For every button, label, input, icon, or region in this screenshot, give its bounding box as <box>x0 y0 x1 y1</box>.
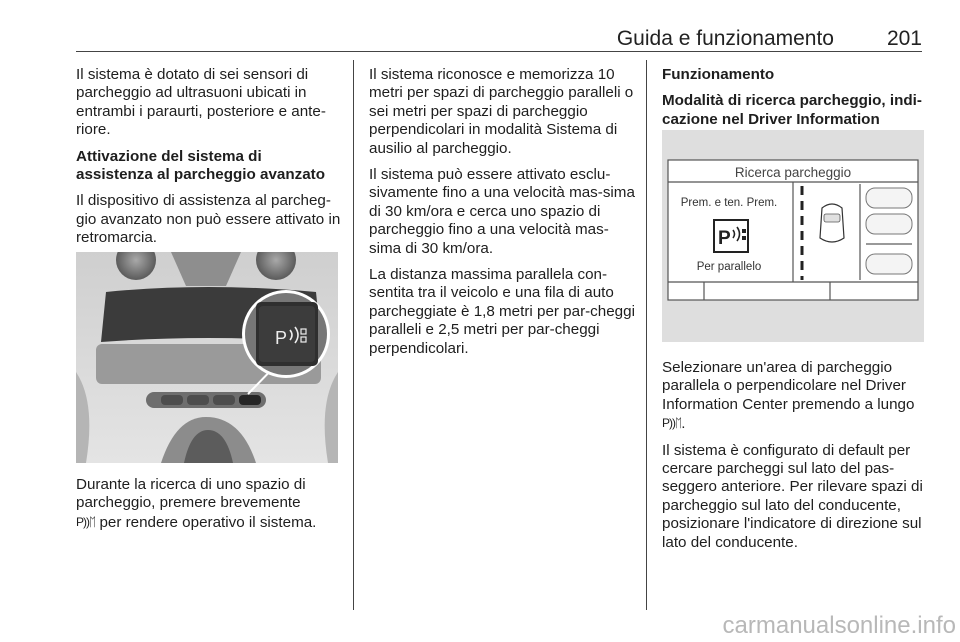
memorize-paragraph: Il sistema riconosce e memorizza 10 metri per spazi di parcheggio paralleli o sei metri per spazi di parcheggio perpendicolari in modalità Sistema di ausilio al parcheggio. <box>369 66 634 157</box>
activation-instruction-text: Durante la ricerca di uno spazio di parcheggio, premere brevemente <box>76 476 306 512</box>
intro-paragraph: Il sistema è dotato di sei sensori di parcheggio ad ultrasuoni ubicati in entrambi i paraurti, posteriore e ante-riore. <box>76 66 326 139</box>
page-header <box>76 27 922 51</box>
column-separator <box>353 60 354 610</box>
column-1-lower <box>76 476 342 532</box>
parking-assist-icon: P))ᛖ <box>76 514 96 529</box>
search-mode-heading: Modalità di ricerca parcheggio, indi-cazione nel Driver Information <box>662 92 922 128</box>
column-3-lower <box>662 359 927 560</box>
column-separator <box>646 60 647 610</box>
dic-button-icon-letter: P <box>718 228 731 249</box>
dic-mode-label: Per parallelo <box>696 261 762 273</box>
select-area-paragraph <box>662 359 927 434</box>
section-title: Guida e funzionamento <box>616 27 834 50</box>
dic-screen <box>662 130 924 342</box>
default-side-paragraph: Il sistema è configurato di default per cercare parcheggi sul lato del pas-seggero anteriore. Per rilevare spazi di parcheggio sul lato del conducente, posizionare l'indicatore di direzione sul lato del conducente. <box>662 441 923 551</box>
column-2 <box>369 66 635 366</box>
column-1 <box>76 66 342 256</box>
activation-instruction <box>76 476 342 532</box>
dic-instruction: Prem. e ten. Prem. <box>680 197 778 209</box>
distance-paragraph: La distanza massima parallela con-sentita tra il veicolo e una fila di auto parcheggiate è 1,8 metri per par-cheggi paralleli e 2,5 metri per par-cheggi perpendicolari. <box>369 266 635 357</box>
speed-paragraph: Il sistema può essere attivato esclu-sivamente fino a una velocità mas-sima di 30 km/ora e cerca uno spazio di parcheggio fino a una velocità mas-sima di 30 km/ora. <box>369 166 635 257</box>
dic-title: Ricerca parcheggio <box>734 165 852 180</box>
activation-paragraph: Il dispositivo di assistenza al parcheg-gio avanzato non può essere attivato in retromarcia. <box>76 192 341 247</box>
function-heading: Funzionamento <box>662 66 775 83</box>
photo-button-label: P <box>275 328 288 348</box>
watermark: carmanualsonline.info <box>722 612 956 639</box>
console-photo <box>76 252 338 463</box>
console-illustration <box>76 252 338 463</box>
activation-instruction-end: per rendere operativo il sistema. <box>99 513 317 531</box>
dic-illustration <box>662 130 924 342</box>
parking-assist-icon: P))ᛖ <box>662 416 682 431</box>
select-area-text: Selezionare un'area di parcheggio parallela o perpendicolare nel Driver Information Center premendo a lungo <box>662 359 915 413</box>
page-number: 201 <box>886 27 922 50</box>
header-rule <box>76 51 922 52</box>
select-area-end: . <box>681 415 686 433</box>
activation-heading: Attivazione del sistema di assistenza al parcheggio avanzato <box>76 147 325 184</box>
